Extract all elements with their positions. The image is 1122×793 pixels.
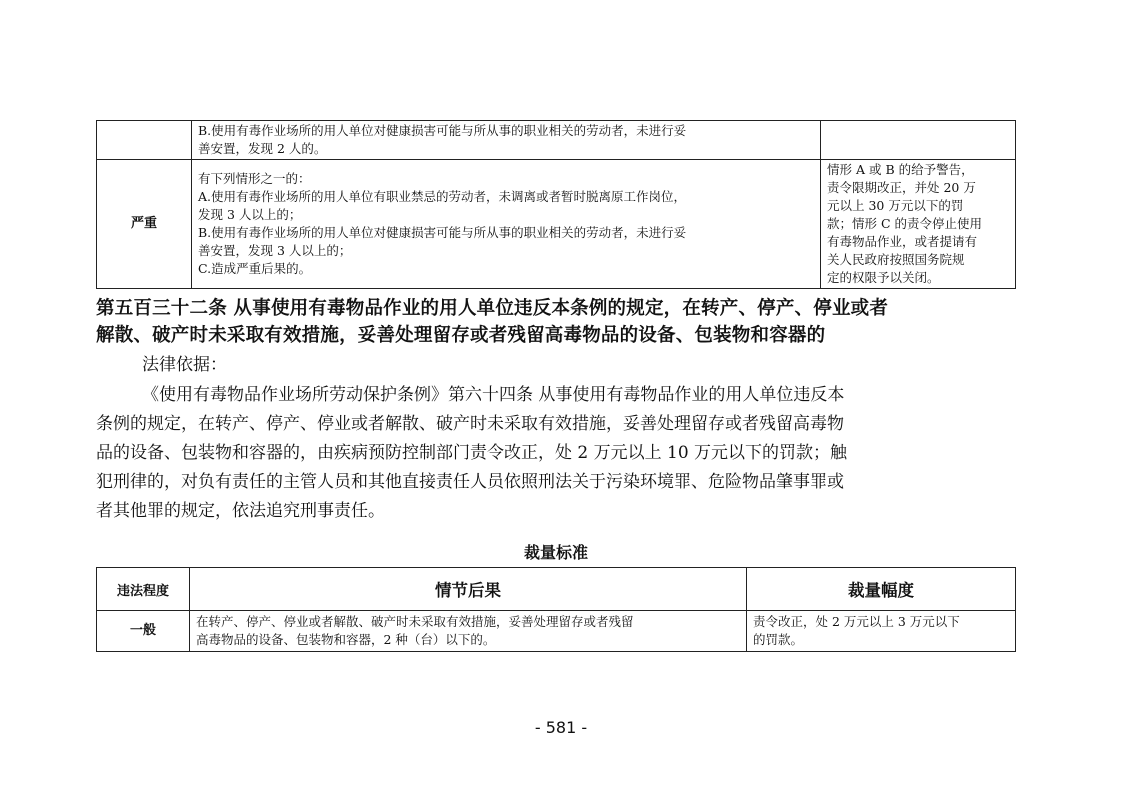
violation-level-cell: 严重 bbox=[97, 160, 192, 289]
article-title bbox=[96, 295, 1016, 349]
circumstances-cell bbox=[190, 611, 747, 652]
penalty-line: 定的权限予以关闭。 bbox=[827, 270, 940, 285]
circumstances-cell bbox=[192, 160, 821, 289]
table-header-row bbox=[97, 568, 1016, 611]
circumstances-cell bbox=[192, 121, 821, 160]
penalty-range-cell bbox=[747, 611, 1016, 652]
circumstances-line: B.使用有毒作业场所的用人单位对健康损害可能与所从事的职业相关的劳动者，未进行妥 bbox=[198, 225, 687, 240]
header-circumstances: 情节后果 bbox=[190, 568, 747, 611]
table-row bbox=[97, 121, 1016, 160]
header-violation-level: 违法程度 bbox=[97, 568, 190, 611]
violation-level-cell: 一般 bbox=[97, 611, 190, 652]
circumstances-line: 善安置，发现 2 人的。 bbox=[198, 141, 327, 156]
penalty-line: 有毒物品作业，或者提请有 bbox=[827, 234, 978, 249]
penalty-line: 责令限期改正，并处 20 万 bbox=[827, 180, 976, 195]
previous-standards-table bbox=[96, 120, 1016, 289]
page-number: - 581 - bbox=[534, 718, 588, 737]
circumstances-line: 善安置，发现 3 人以上的； bbox=[198, 243, 352, 258]
penalty-line: 责令改正，处 2 万元以上 3 万元以下 bbox=[753, 614, 960, 629]
legal-basis-line: 者其他罪的规定，依法追究刑事责任。 bbox=[96, 501, 385, 521]
legal-basis-line: 《使用有毒物品作业场所劳动保护条例》第六十四条 从事使用有毒物品作业的用人单位违反本 bbox=[142, 385, 845, 405]
table-row bbox=[97, 611, 1016, 652]
article-title-line: 第五百三十二条 从事使用有毒物品作业的用人单位违反本条例的规定，在转产、停产、停业或者 bbox=[96, 298, 889, 319]
circumstances-line: A.使用有毒作业场所的用人单位有职业禁忌的劳动者，未调离或者暂时脱离原工作岗位， bbox=[198, 189, 687, 204]
penalty-line: 情形 A 或 B 的给予警告， bbox=[827, 162, 974, 177]
header-penalty-range: 裁量幅度 bbox=[747, 568, 1016, 611]
standards-table-caption: 裁量标准 bbox=[523, 543, 588, 562]
penalty-range-cell bbox=[821, 160, 1016, 289]
circumstances-line: C.造成严重后果的。 bbox=[198, 261, 312, 276]
penalty-line: 的罚款。 bbox=[753, 632, 804, 647]
penalty-line: 款；情形 C 的责令停止使用 bbox=[827, 216, 983, 231]
penalty-line: 元以上 30 万元以下的罚 bbox=[827, 198, 964, 213]
violation-level-cell bbox=[97, 121, 192, 160]
document-page bbox=[96, 120, 1016, 652]
discretion-standards-table bbox=[96, 567, 1016, 652]
circumstances-line: 高毒物品的设备、包装物和容器，2 种（台）以下的。 bbox=[196, 632, 496, 647]
penalty-line: 关人民政府按照国务院规 bbox=[827, 252, 965, 267]
legal-basis-label: 法律依据： bbox=[142, 355, 227, 375]
circumstances-line: 在转产、停产、停业或者解散、破产时未采取有效措施，妥善处理留存或者残留 bbox=[196, 614, 634, 629]
article-title-line: 解散、破产时未采取有效措施，妥善处理留存或者残留高毒物品的设备、包装物和容器的 bbox=[96, 325, 826, 346]
circumstances-line: B.使用有毒作业场所的用人单位对健康损害可能与所从事的职业相关的劳动者，未进行妥 bbox=[198, 123, 687, 138]
circumstances-line: 发现 3 人以上的； bbox=[198, 207, 302, 222]
legal-basis-line: 品的设备、包装物和容器的，由疾病预防控制部门责令改正，处 2 万元以上 10 万元以下的罚款；触 bbox=[96, 443, 848, 463]
circumstances-line: 有下列情形之一的： bbox=[198, 171, 311, 186]
legal-basis-line: 条例的规定，在转产、停产、停业或者解散、破产时未采取有效措施，妥善处理留存或者残留高毒物 bbox=[96, 414, 844, 434]
legal-basis-line: 犯刑律的，对负有责任的主管人员和其他直接责任人员依照刑法关于污染环境罪、危险物品肇事罪或 bbox=[96, 472, 844, 492]
penalty-range-cell bbox=[821, 121, 1016, 160]
legal-basis-text bbox=[96, 381, 1016, 526]
table-row bbox=[97, 160, 1016, 289]
